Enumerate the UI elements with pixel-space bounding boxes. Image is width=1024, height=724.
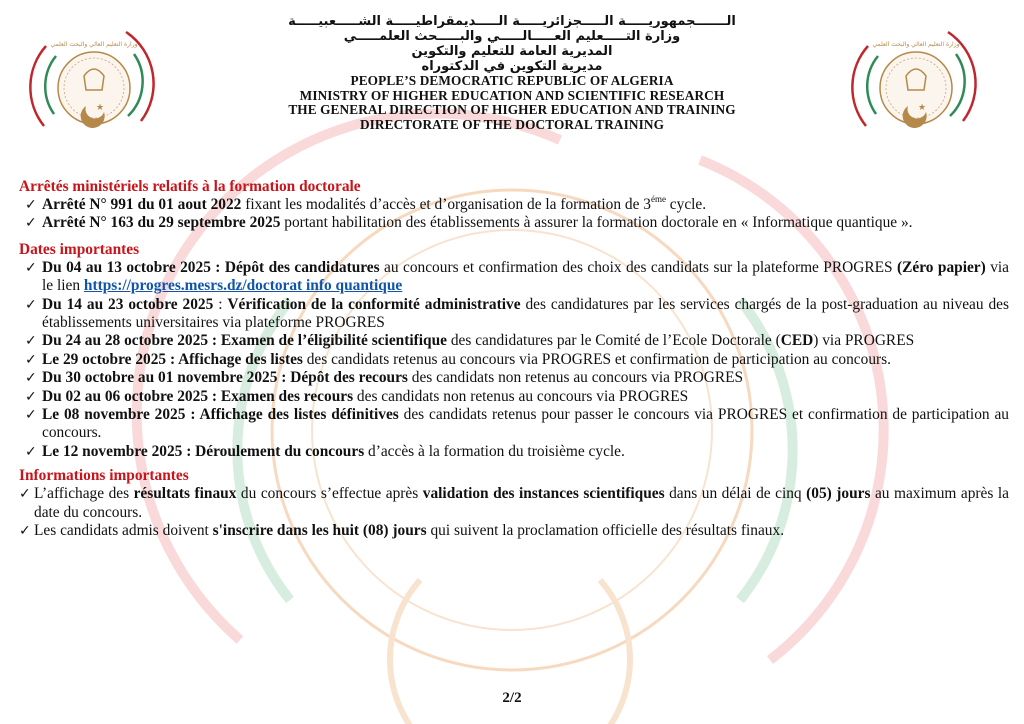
item-text: cycle. [665,196,707,213]
header-directorate: DIRECTORATE OF THE DOCTORAL TRAINING [359,116,665,132]
check-icon: ✓ [25,370,37,387]
section-title-arretes: Arrêtés ministériels relatifs à la formation doctorale [19,178,361,195]
svg-text:★: ★ [96,102,105,112]
item-bold: Du 24 au 28 octobre 2025 : Examen de l’éligibilité scientifique [42,332,447,350]
header-arabic-republic: الـــــــجمهوريـــــة الـــــجزائريـــــة الـــــديمقراطيـــــة الشـــــعبيـــــة [288,14,736,29]
list-item [19,443,1009,461]
check-icon: ✓ [25,407,37,424]
check-icon: ✓ [25,443,37,460]
check-icon: ✓ [25,388,37,405]
item-text: dans un délai de cinq [664,485,807,503]
list-item [19,214,1009,232]
list-item [19,388,1009,406]
item-bold: Le 08 novembre 2025 : Affichage des listes définitives [42,406,399,424]
item-text: L’affichage des [34,485,134,503]
item-bold: Le 12 novembre 2025 : Déroulement du concours [42,442,365,460]
item-text: fixant les modalités d’accès et d’organisation de la formation de 3 [241,196,651,213]
list-item [19,196,1009,214]
list-item [19,369,1009,387]
item-bold: validation des instances scientifiques [422,485,665,503]
check-icon: ✓ [25,333,37,350]
item-bold: Vérification de la conformité administrative [227,295,521,313]
item-bold: Du 04 au 13 octobre 2025 : Dépôt des candidatures [42,258,380,276]
item-text: des candidats non retenus au concours via PROGRES [353,387,689,405]
check-icon: ✓ [25,215,37,232]
progres-link[interactable]: https://progres.mesrs.dz/doctorat info quantique [83,277,403,295]
list-item [19,485,1009,522]
item-bold: Du 02 au 06 octobre 2025 : Examen des recours [42,387,354,405]
list-item [19,522,1009,540]
item-text: au concours et confirmation des choix des candidats sur la plateforme PROGRES [379,258,897,276]
check-icon: ✓ [25,351,37,368]
item-superscript: éme [650,194,666,204]
list-item [19,351,1009,369]
item-text: qui suivent la proclamation officielle des résultats finaux. [426,522,785,540]
item-bold: CED [780,332,814,350]
item-bold: Du 30 octobre au 01 novembre 2025 : Dépôt des recours [42,369,408,387]
item-text: : [213,295,228,313]
header-arabic-ministry: وزارة التـــــعليم العـــــالـــــي والبـــــحث العلمـــــي [343,29,681,44]
ministry-seal-logo-right [848,26,988,136]
list-item [19,296,1009,333]
header-arabic-directorate: مديرية التكوين في الدكتوراه [421,59,603,74]
page-number: 2/2 [502,690,522,706]
list-item [19,406,1009,443]
item-bold: Arrêté N° 991 du 01 aout 2022 [42,196,242,213]
header-general-direction: THE GENERAL DIRECTION OF HIGHER EDUCATION AND TRAINING [288,102,736,117]
arretes-list [19,196,1009,233]
item-bold: (Zéro papier) [897,258,986,276]
dates-list [19,259,1009,461]
check-icon: ✓ [25,296,37,313]
item-text: Les candidats admis doivent [34,522,213,540]
item-bold: s'inscrire dans les huit (08) jours [212,522,427,540]
item-text: des candidats non retenus au concours via PROGRES [407,369,744,387]
item-text: des candidatures par le Comité de l’Ecole Doctorale ( [446,332,781,350]
item-text: au maximum après la date du concours. [34,485,1009,521]
check-icon: ✓ [25,259,37,276]
item-bold: résultats finaux [133,485,237,503]
item-text: des candidats retenus pour passer le concours via PROGRES et confirmation de participation au concours. [42,406,1009,442]
svg-text:وزارة التعليم العالي والبحث ال: وزارة التعليم العالي والبحث العلمي [50,41,138,48]
item-bold: Le 29 octobre 2025 : Affichage des listes [42,350,303,368]
check-icon: ✓ [19,486,31,503]
list-item [19,332,1009,350]
list-item [19,259,1009,296]
item-text: portant habilitation des établissements à assurer la formation doctorale en « Informatique quantique ». [280,214,913,232]
item-bold: Arrêté N° 163 du 29 septembre 2025 [42,214,281,232]
section-dates [19,241,1009,461]
section-title-dates: Dates importantes [19,240,140,258]
header-arabic-direction: المديرية العامة للتعليم والتكوين [411,44,613,59]
document-body [19,178,1009,541]
item-text: des candidatures par les services chargés de la post-graduation au niveau des établissements universitaires via plateforme PROGRES [42,295,1009,332]
item-bold: (05) jours [806,485,871,503]
item-text: ) via PROGRES [813,332,915,350]
item-text: des candidats retenus au concours via PROGRES et confirmation de participation au concours. [302,350,891,368]
check-icon: ✓ [25,197,37,213]
header-republic: PEOPLE’S DEMOCRATIC REPUBLIC OF ALGERIA [350,73,674,88]
item-bold: Du 14 au 23 octobre 2025 [42,295,214,313]
check-icon: ✓ [19,523,31,540]
document-header [200,14,824,132]
ministry-seal-logo-left [26,26,166,136]
svg-text:★: ★ [918,102,927,112]
svg-text:وزارة التعليم العالي والبحث ال: وزارة التعليم العالي والبحث العلمي [872,41,960,48]
section-arretes [19,178,1009,233]
item-text: via le lien [42,258,1010,295]
item-text: d’accès à la formation du troisième cycle. [364,442,625,460]
section-infos [19,467,1009,540]
item-text: du concours s’effectue après [236,485,423,503]
infos-list [19,485,1009,540]
section-title-infos: Informations importantes [19,467,189,485]
header-ministry: MINISTRY OF HIGHER EDUCATION AND SCIENTIFIC RESEARCH [299,87,725,103]
